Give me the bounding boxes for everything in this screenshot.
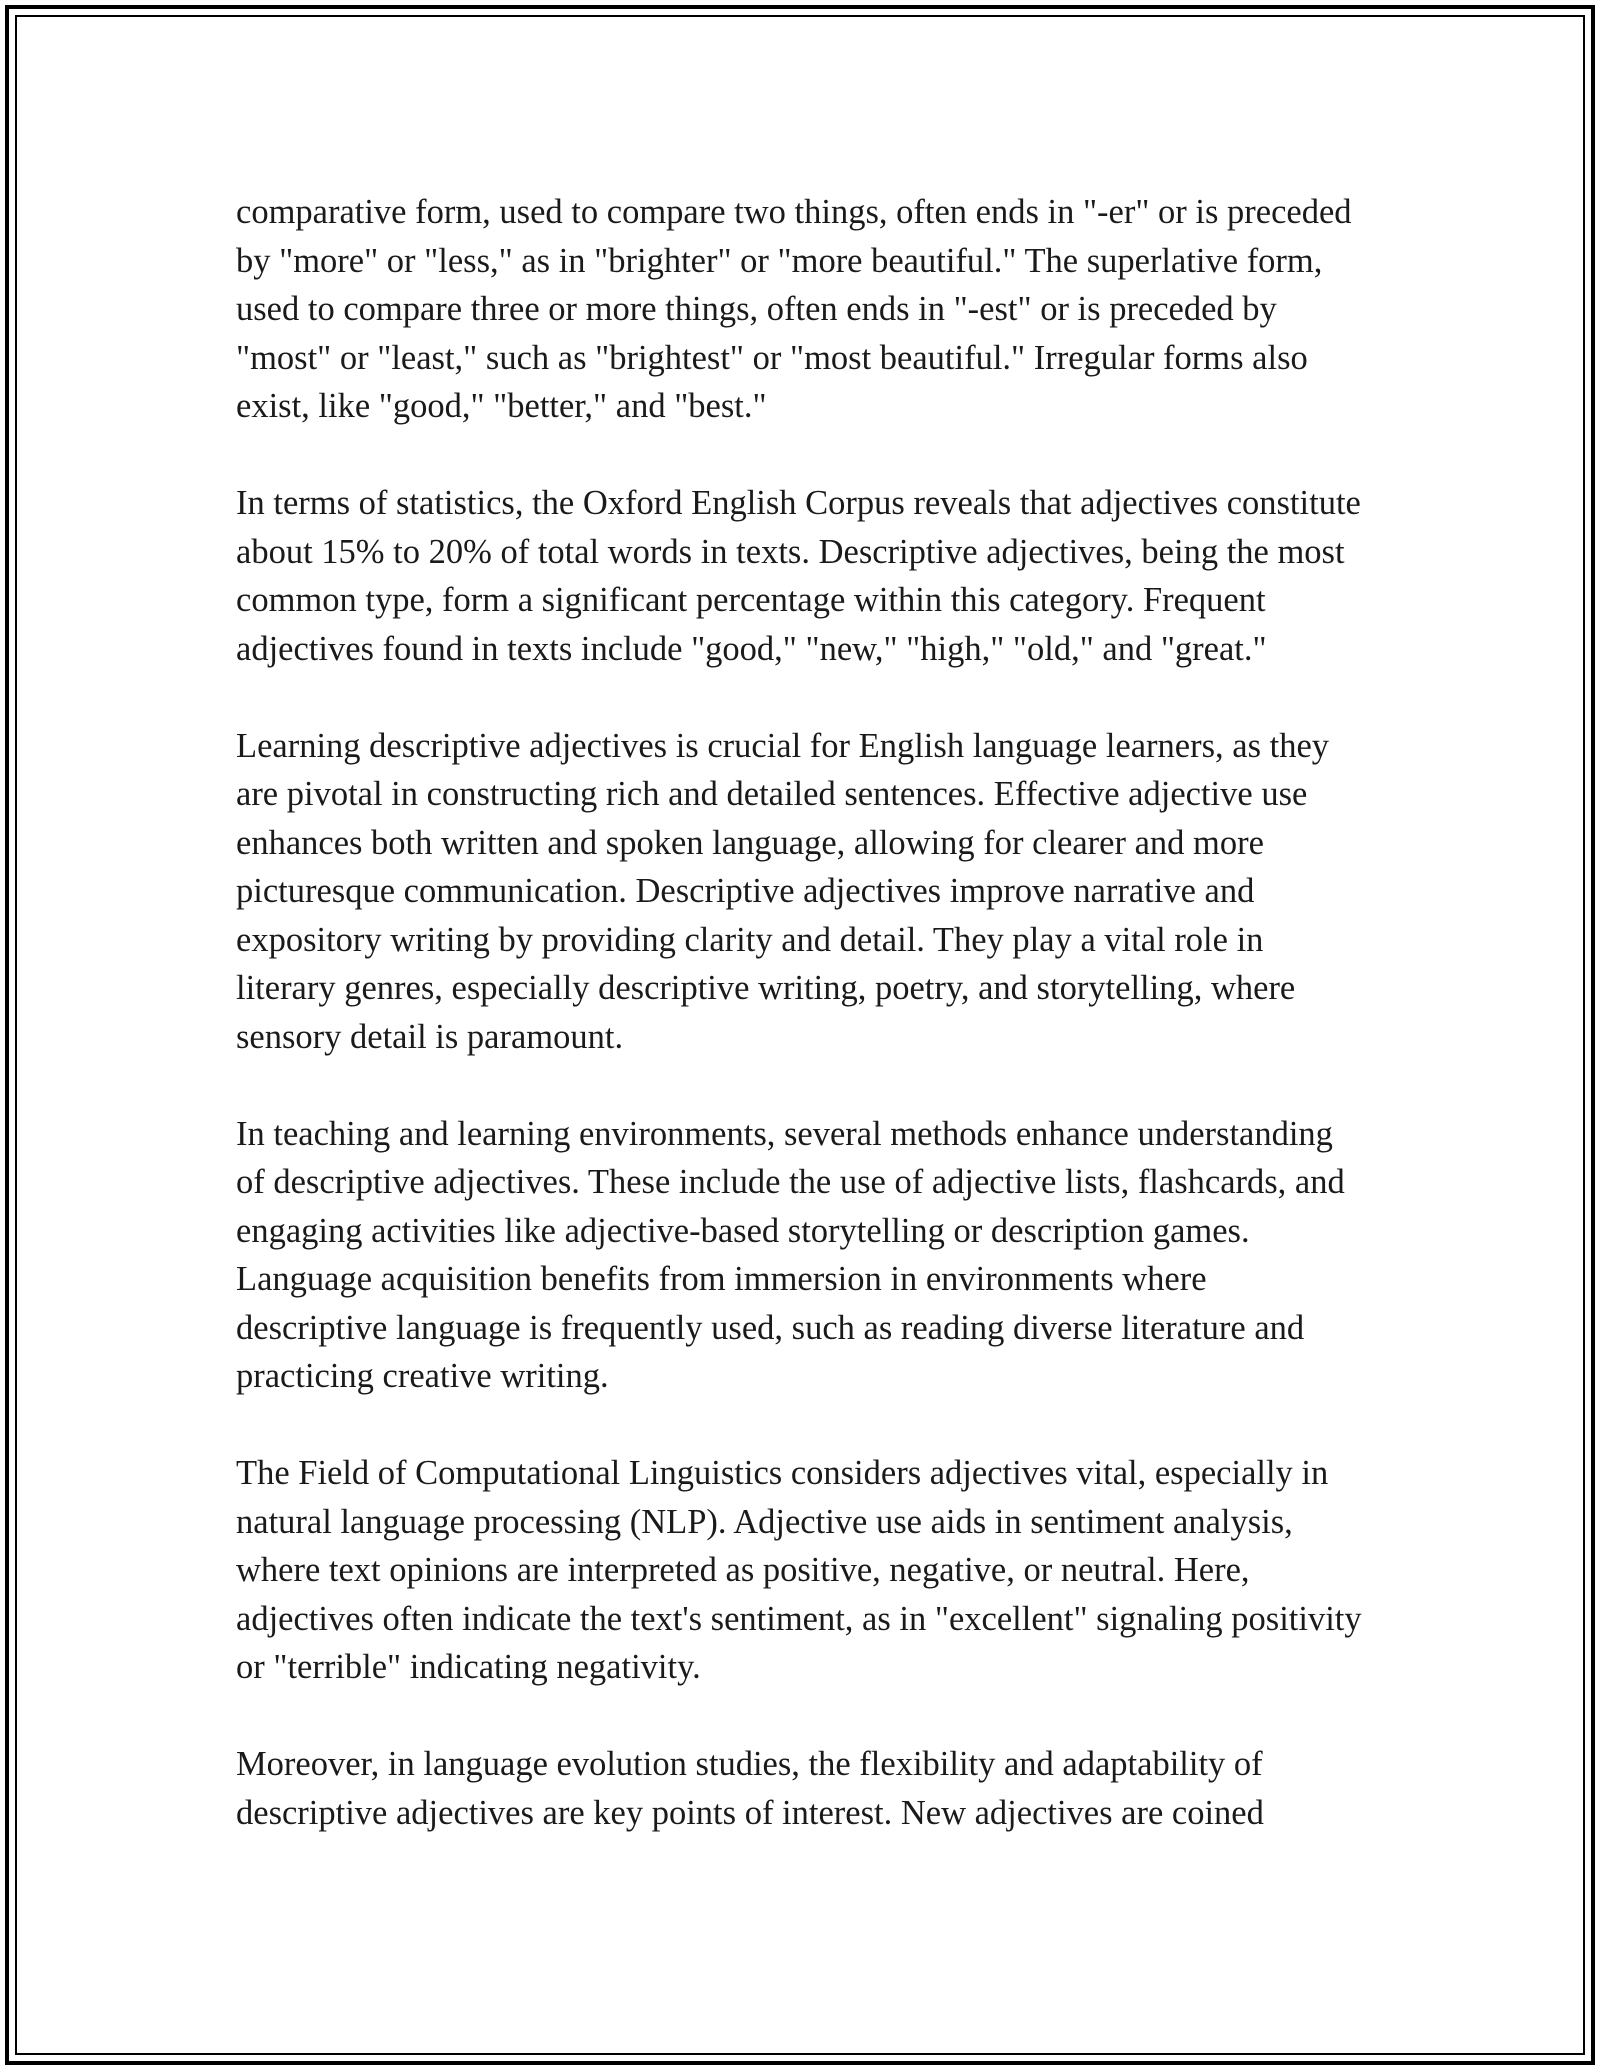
paragraph-computational-linguistics: The Field of Computational Linguistics considers adjectives vital, especially in natural language processing (NLP). Adjective use aids in sentiment analysis, where text opinions are interpreted as positive, negative, or neutral. Here, adjectives often indicate the text's sentiment, as in "excellent" signaling positivity or "terrible" indicating negativity. — [236, 1454, 1362, 1686]
paragraph-statistics: In terms of statistics, the Oxford English Corpus reveals that adjectives constitute about 15% to 20% of total words in texts. Descriptive adjectives, being the most common type, form a significant percentage within this category. Frequent adjectives found in texts include "good," "new," "high," "old," and "great." — [236, 484, 1361, 668]
document-body — [236, 188, 1366, 1886]
paragraph-teaching: In teaching and learning environments, several methods enhance understanding of descriptive adjectives. These include the use of adjective lists, flashcards, and engaging activities like adjective-based storytelling or description games. Language acquisition benefits from immersion in environments where descriptive language is frequently used, such as reading diverse literature and practicing creative writing. — [236, 1114, 1345, 1395]
paragraph-learning: Learning descriptive adjectives is crucial for English language learners, as they are pivotal in constructing rich and detailed sentences. Effective adjective use enhances both written and spoken language, allowing for clearer and more picturesque communication. Descriptive adjectives improve narrative and expository writing by providing clarity and detail. They play a vital role in literary genres, especially descriptive writing, poetry, and storytelling, where sensory detail is paramount. — [236, 726, 1330, 1056]
paragraph-comparative-forms: comparative form, used to compare two things, often ends in "-er" or is preceded by "more" or "less," as in "brighter" or "more beautiful." The superlative form, used to compare three or more things, often ends in "-est" or is preceded by "most" or "least," such as "brightest" or "most beautiful." Irregular forms also exist, like "good," "better," and "best." — [236, 193, 1352, 425]
paragraph-language-evolution: Moreover, in language evolution studies, the flexibility and adaptability of descriptive adjectives are key points of interest. New adjectives are coined — [236, 1745, 1264, 1832]
